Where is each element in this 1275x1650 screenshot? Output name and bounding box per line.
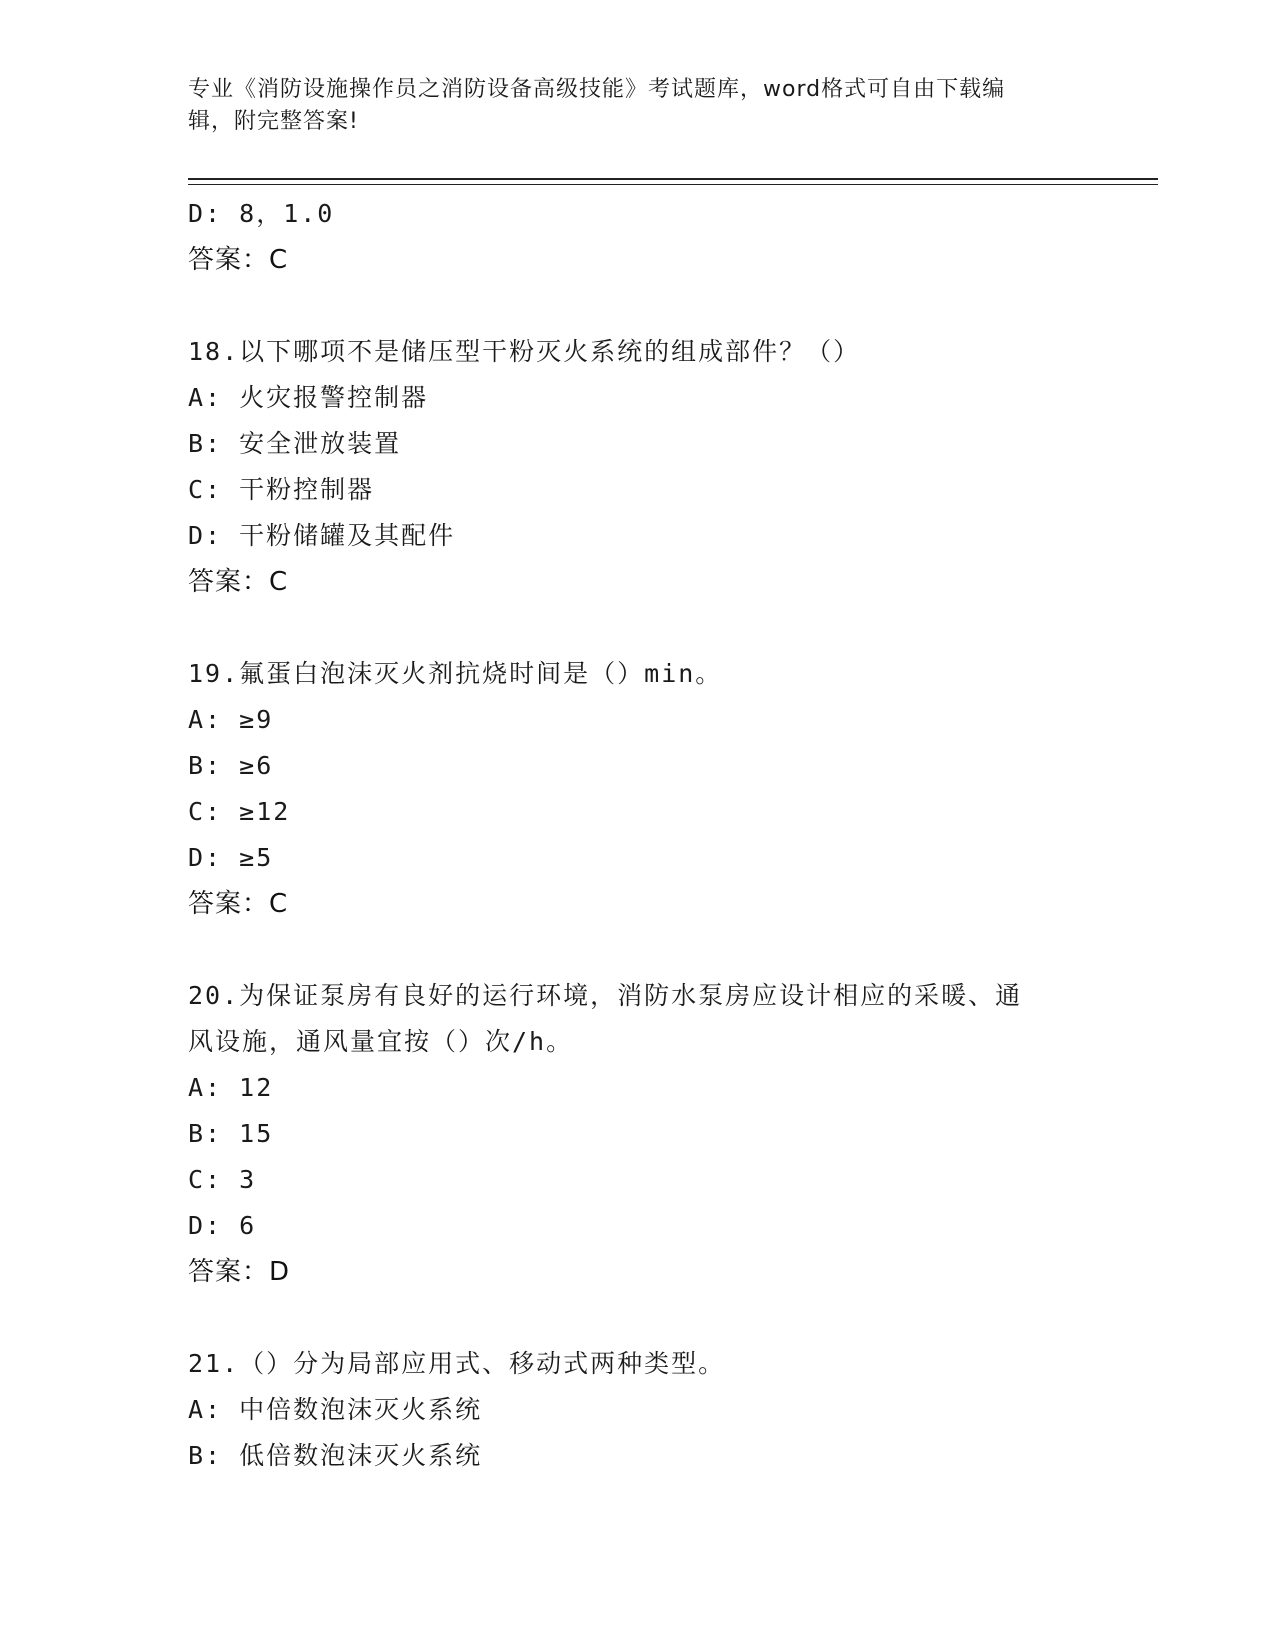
question-20-option-c: C: 3 [188, 1165, 257, 1194]
question-19-option-d: D: ≥5 [188, 843, 274, 872]
question-19-option-a: A: ≥9 [188, 705, 274, 734]
question-20-answer: 答案：D [188, 1257, 291, 1287]
answer-line: 答案：C [188, 245, 289, 275]
header-divider-thick [188, 178, 1158, 180]
header-divider-thin [188, 184, 1158, 185]
spacer [188, 1295, 1088, 1341]
question-18-answer: 答案：C [188, 567, 289, 597]
question-18-option-a: A: 火灾报警控制器 [188, 383, 429, 412]
spacer [188, 927, 1088, 973]
question-20-stem-line-1: 20.为保证泵房有良好的运行环境，消防水泵房应设计相应的采暖、通 [188, 981, 1023, 1010]
question-18-option-d: D: 干粉储罐及其配件 [188, 521, 456, 550]
option-d: D: 8，1.0 [188, 199, 335, 228]
question-19-option-b: B: ≥6 [188, 751, 274, 780]
question-21-stem: 21.（）分为局部应用式、移动式两种类型。 [188, 1349, 726, 1378]
question-20-stem-line-2: 风设施，通风量宜按（）次/h。 [188, 1027, 574, 1056]
document-header [188, 74, 1088, 138]
question-21-option-b: B: 低倍数泡沫灭火系统 [188, 1441, 483, 1470]
question-content [188, 191, 1088, 1479]
question-19-stem: 19.氟蛋白泡沫灭火剂抗烧时间是（）min。 [188, 659, 723, 688]
question-19-answer: 答案：C [188, 889, 289, 919]
spacer [188, 283, 1088, 329]
question-20-option-a: A: 12 [188, 1073, 274, 1102]
question-18-option-b: B: 安全泄放装置 [188, 429, 402, 458]
question-19-option-c: C: ≥12 [188, 797, 291, 826]
spacer [188, 605, 1088, 651]
question-20-option-d: D: 6 [188, 1211, 257, 1240]
question-18-stem: 18.以下哪项不是储压型干粉灭火系统的组成部件？（） [188, 337, 861, 366]
header-line-2: 辑，附完整答案! [188, 109, 359, 134]
question-20-option-b: B: 15 [188, 1119, 274, 1148]
header-line-1: 专业《消防设施操作员之消防设备高级技能》考试题库，word格式可自由下载编 [188, 77, 1006, 102]
question-21-option-a: A: 中倍数泡沫灭火系统 [188, 1395, 483, 1424]
question-18-option-c: C: 干粉控制器 [188, 475, 375, 504]
